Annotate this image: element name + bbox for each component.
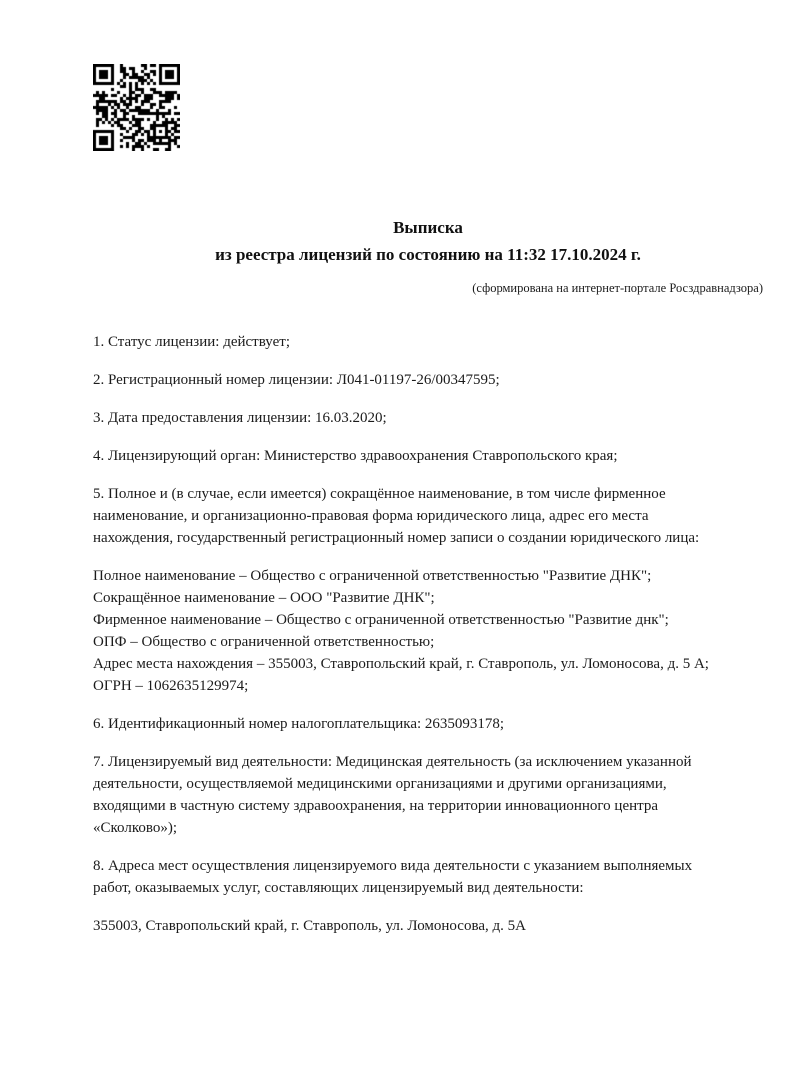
text-line: Полное наименование – Общество с ограниченной ответственностью "Развитие ДНК"; <box>93 568 652 584</box>
paragraph <box>93 483 765 549</box>
text-line: Сокращённое наименование – ООО "Развитие ДНК"; <box>93 590 435 606</box>
text-line: 5. Полное и (в случае, если имеется) сокращённое наименование, в том числе фирменное <box>93 486 666 502</box>
paragraph <box>93 713 765 735</box>
text-line: наименование, и организационно-правовая форма юридического лица, адрес его места <box>93 508 649 524</box>
text-line: Адрес места нахождения – 355003, Ставропольский край, г. Ставрополь, ул. Ломоносова, д. 5 А; <box>93 656 709 672</box>
text-line: 1. Статус лицензии: действует; <box>93 334 290 350</box>
text-line: 8. Адреса мест осуществления лицензируемого вида деятельности с указанием выполняемых <box>93 858 693 874</box>
text-line: ОПФ – Общество с ограниченной ответственностью; <box>93 634 435 650</box>
title-line-2: из реестра лицензий по состоянию на 11:32 17.10.2024 г. <box>215 245 641 264</box>
paragraph <box>93 407 765 429</box>
text-line: «Сколково»); <box>93 820 177 836</box>
generated-note: (сформирована на интернет-портале Росздравнадзора) <box>472 281 763 295</box>
text-line: деятельности, осуществляемой медицинскими организациями и другими организациями, <box>93 776 667 792</box>
text-line: 6. Идентификационный номер налогоплательщика: 2635093178; <box>93 716 505 732</box>
text-line: Фирменное наименование – Общество с ограниченной ответственностью "Развитие днк"; <box>93 612 669 628</box>
title-line-1: Выписка <box>393 218 463 237</box>
text-line: 355003, Ставропольский край, г. Ставрополь, ул. Ломоносова, д. 5А <box>93 918 526 934</box>
text-line: входящими в частную систему здравоохранения, на территории инновационного центра <box>93 798 659 814</box>
paragraph <box>93 751 765 839</box>
qr-code-icon <box>93 64 180 151</box>
text-line: ОГРН – 1062635129974; <box>93 678 249 694</box>
paragraph <box>93 565 765 697</box>
text-line: 4. Лицензирующий орган: Министерство здравоохранения Ставропольского края; <box>93 448 618 464</box>
paragraph <box>93 855 765 899</box>
paragraph <box>93 331 765 353</box>
paragraph <box>93 369 765 391</box>
text-line: работ, оказываемых услуг, составляющих лицензируемый вид деятельности: <box>93 880 584 896</box>
document-title <box>93 214 763 268</box>
paragraph <box>93 915 765 937</box>
text-line: 3. Дата предоставления лицензии: 16.03.2020; <box>93 410 387 426</box>
paragraph <box>93 445 765 467</box>
text-line: 7. Лицензируемый вид деятельности: Медицинская деятельность (за исключением указанной <box>93 754 692 770</box>
document-body <box>93 331 765 937</box>
text-line: 2. Регистрационный номер лицензии: Л041-01197-26/00347595; <box>93 372 500 388</box>
text-line: нахождения, государственный регистрационный номер записи о создании юридического лица: <box>93 530 700 546</box>
